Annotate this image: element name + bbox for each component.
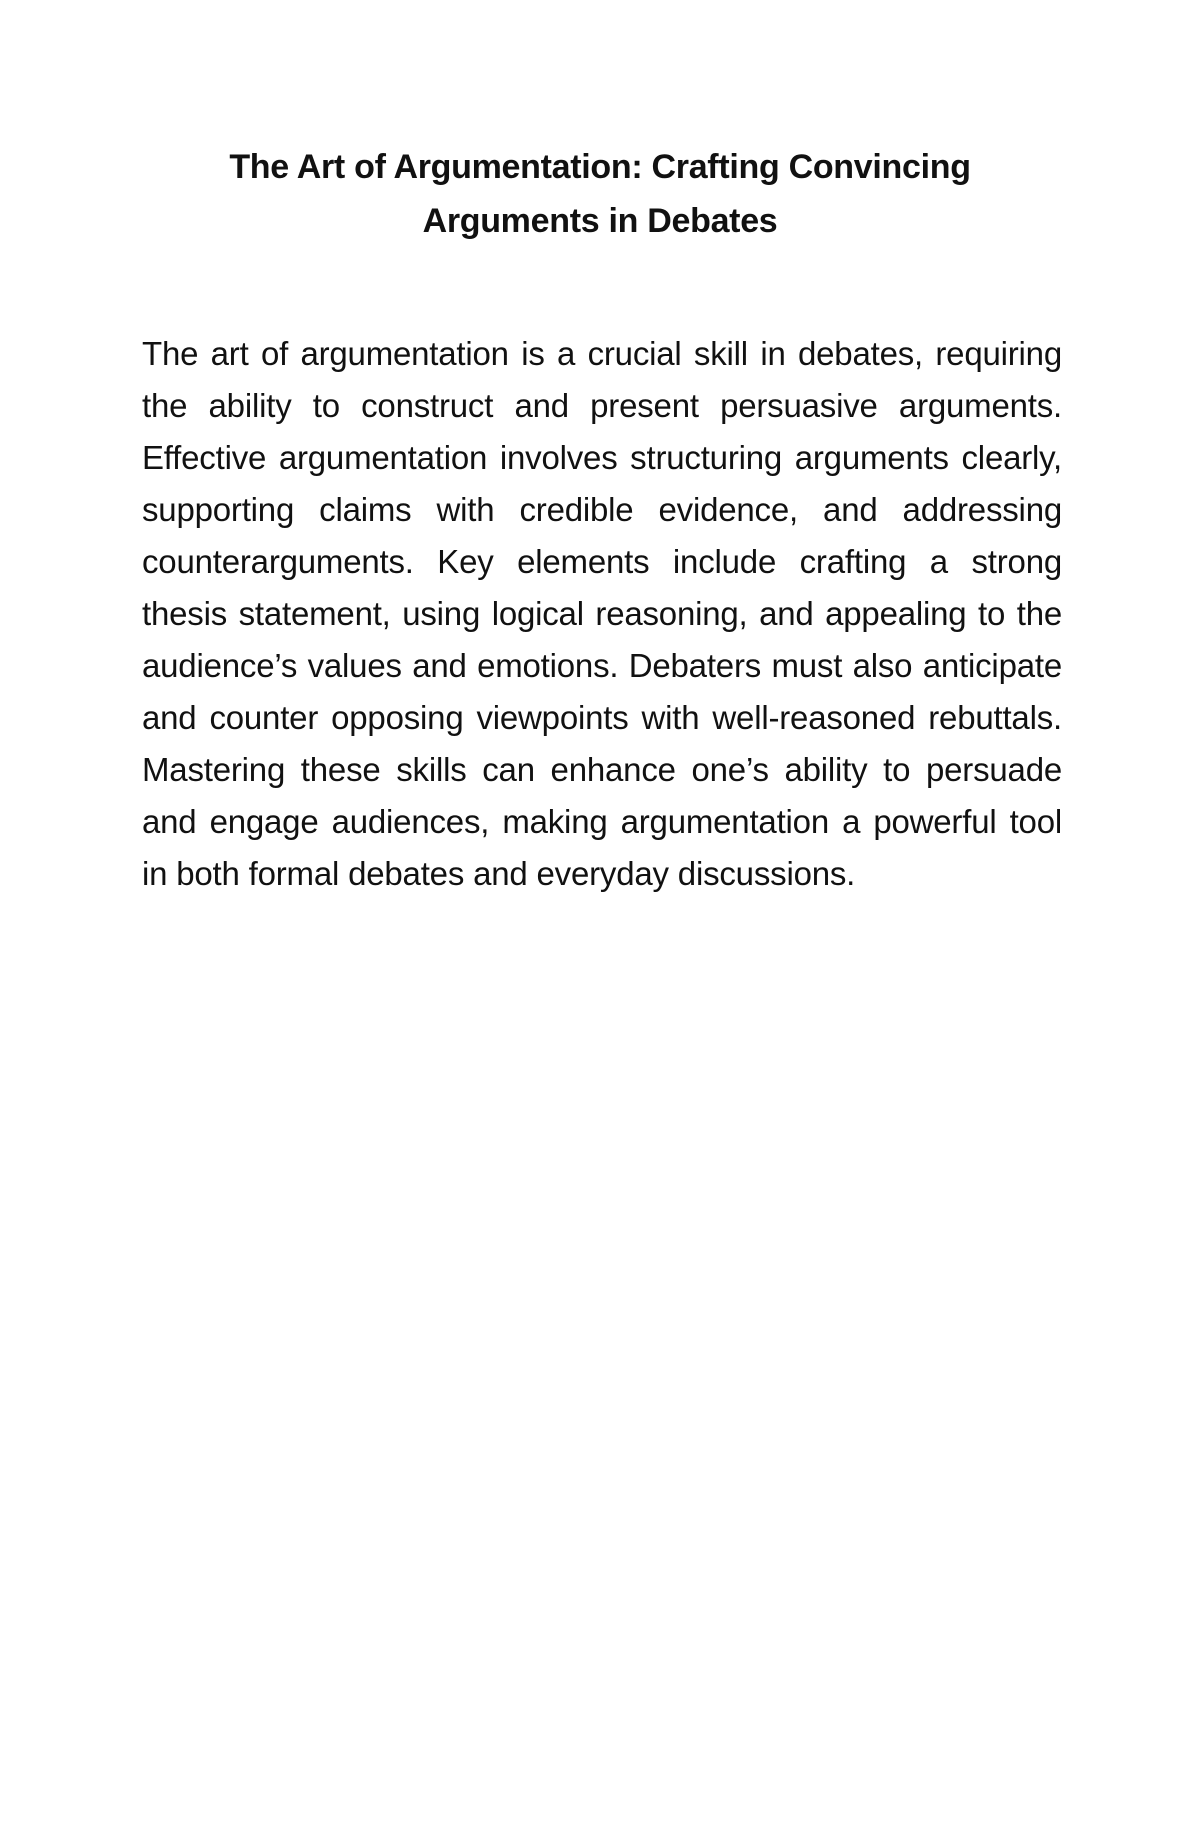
document-title: The Art of Argumentation: Crafting Convincing Arguments in Debates — [229, 148, 971, 240]
body-paragraph: The art of argumentation is a crucial skill in debates, requiring the ability to construct and present persuasive arguments. Effective argumentation involves structuring arguments clearly, supporting claims with credible evidence, and addressing counterarguments. Key elements include crafting a strong thesis statement, using logical reasoning, and appealing to the audience’s values and emotions. Debaters must also anticipate and counter opposing viewpoints with well-reasoned rebuttals. Mastering these skills can enhance one’s ability to persuade and engage audiences, making argumentation a powerful tool in both formal debates and everyday discussions. — [142, 335, 1062, 892]
